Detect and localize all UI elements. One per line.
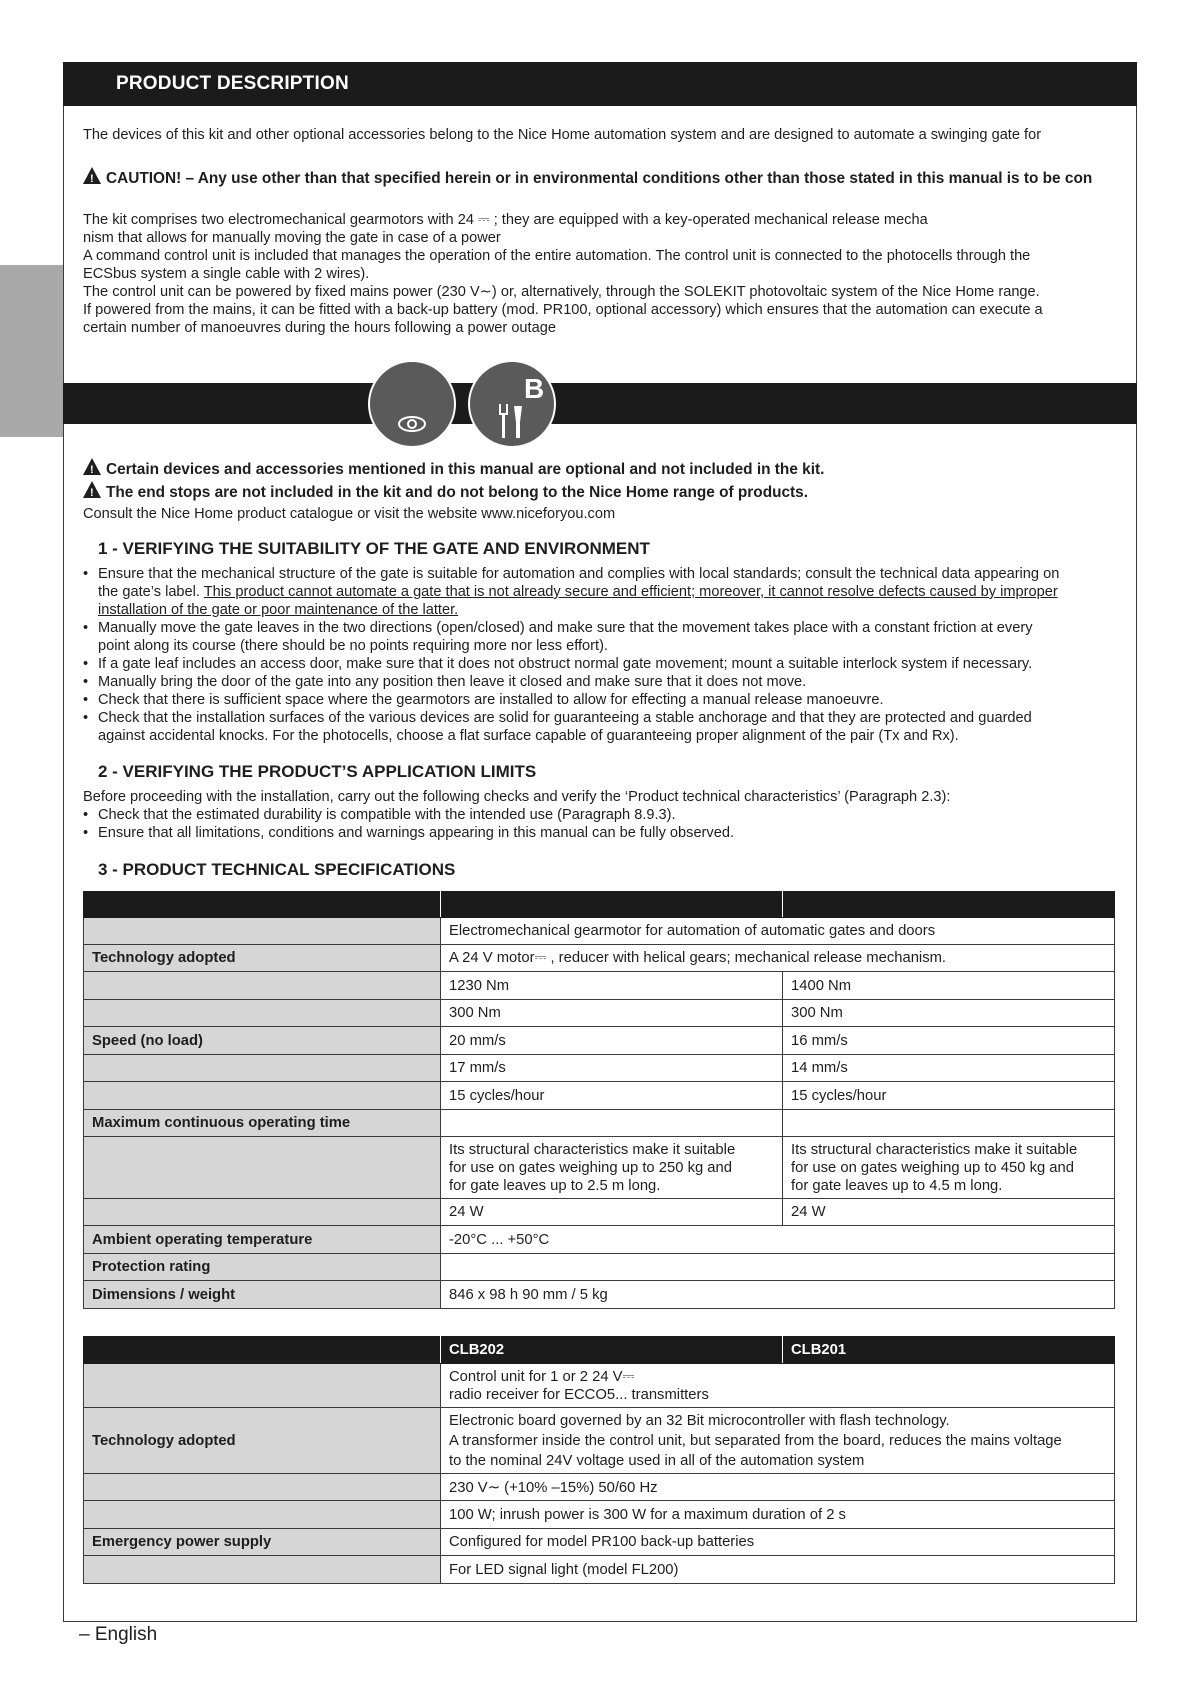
model-clb201-header: CLB201	[783, 1337, 1115, 1364]
caution-line	[83, 167, 1123, 188]
bullet-4-text: Manually bring the door of the gate into any position then leave it closed and make sure that it does not move.	[98, 674, 807, 690]
kit-line-3: A command control unit is included that manages the operation of the entire automation. The control unit is connected to the photocells through the	[83, 248, 1031, 264]
table-row: Ambient operating temperature -20°C ... +50°C	[84, 1226, 1115, 1254]
bullet-2: • Manually move the gate leaves in the two directions (open/closed) and make sure that the movement takes place with a constant friction at every point along its course (there should be no points requiring more nor less effort).	[83, 619, 1123, 655]
eye-icon	[370, 362, 454, 446]
model-clb202-header: CLB202	[441, 1337, 783, 1364]
bullet-3-text: If a gate leaf includes an access door, make sure that it does not obstruct normal gate movement; mount a suitable interlock system if necessary.	[98, 656, 1033, 672]
kit-line-5: The control unit can be powered by fixed mains power (230 V∼) or, alternatively, through the SOLEKIT photovoltaic system of the Nice Home range.	[83, 284, 1040, 300]
bullet-1-line-2: the gate’s label.	[98, 584, 204, 600]
warning-line-2	[83, 481, 1123, 502]
section-title: PRODUCT DESCRIPTION	[116, 73, 349, 94]
section-3-title: 3 - PRODUCT TECHNICAL SPECIFICATIONS	[98, 860, 456, 879]
control-unit-spec-table	[83, 1336, 1115, 1584]
bullet-6: • Check that the installation surfaces of the various devices are solid for guaranteeing a stable anchorage and that they are protected and guarded against accidental knocks. For the photocells, choose a flat surface capable of guaranteeing proper alignment of the pair (Tx and Rx).	[83, 709, 1123, 745]
section-b-header	[63, 383, 1137, 424]
kit-line-4: ECSbus system a single cable with 2 wires).	[83, 266, 370, 282]
table-row: 230 V∼ (+10% –15%) 50/60 Hz	[84, 1474, 1115, 1501]
table-row: 17 mm/s 14 mm/s	[84, 1055, 1115, 1082]
section-header	[63, 62, 1137, 106]
table-row: 100 W; inrush power is 300 W for a maximum duration of 2 s	[84, 1501, 1115, 1529]
section-2-bullet-1: • Check that the estimated durability is compatible with the intended use (Paragraph 8.9.3).	[83, 806, 1123, 824]
bullet-1: • Ensure that the mechanical structure of the gate is suitable for automation and complies with local standards; consult the technical data appearing on the gate’s label. This product cannot automate a gate that is not already secure and efficient; moreover, it cannot resolve defects caused by improper installation of the gate or poor maintenance of the latter.	[83, 565, 1123, 619]
section-b-letter: B	[524, 373, 545, 404]
eye-icon-circle	[368, 360, 456, 448]
table-row: 300 Nm 300 Nm	[84, 1000, 1115, 1027]
table-row: For LED signal light (model FL200)	[84, 1556, 1115, 1584]
caution-text: CAUTION! – Any use other than that specified herein or in environmental conditions other than those stated in this manual is to be con	[106, 170, 1093, 187]
kit-line-2: nism that allows for manually moving the gate in case of a power	[83, 230, 501, 246]
warning-text-1: Certain devices and accessories mentioned in this manual are optional and not included in the kit.	[106, 461, 825, 478]
section-2-bullet-2: • Ensure that all limitations, conditions and warnings appearing in this manual can be fully observed.	[83, 824, 1123, 842]
table-row: Maximum continuous operating time	[84, 1110, 1115, 1137]
table-header-row	[84, 1337, 1115, 1364]
warning-icon	[83, 458, 101, 475]
bullet-1-underline-1: This product cannot automate a gate that is not already secure and efficient; moreover, it cannot resolve defects caused by improper	[203, 584, 1058, 600]
warning-icon	[83, 167, 101, 184]
table-header-row	[84, 892, 1115, 918]
gearmotor-spec-table	[83, 891, 1115, 1309]
table-row: Its structural characteristics make it suitable for use on gates weighing up to 250 kg and for gate leaves up to 2.5 m long. Its structural characteristics make it suitable for use on gates weighing up to 450 kg and for gate leaves up to 4.5 m long.	[84, 1137, 1115, 1199]
table-row: Speed (no load) 20 mm/s 16 mm/s	[84, 1027, 1115, 1055]
bullet-6-line-1: Check that the installation surfaces of the various devices are solid for guaranteeing a stable anchorage and that they are protected and guarded	[98, 710, 1032, 726]
table-row: Technology adopted A 24 V motor⎓ , reducer with helical gears; mechanical release mechanism.	[84, 945, 1115, 972]
kit-line-6: If powered from the mains, it can be fitted with a back-up battery (mod. PR100, optional accessory) which ensures that the automation can execute a	[83, 302, 1043, 318]
table-row: Emergency power supply Configured for model PR100 back-up batteries	[84, 1529, 1115, 1556]
warning-line-1	[83, 458, 1123, 479]
bullet-2-line-2: point along its course (there should be no points requiring more nor less effort).	[98, 638, 608, 654]
table-row: Control unit for 1 or 2 24 V⎓ radio receiver for ECCO5... transmitters	[84, 1364, 1115, 1408]
section-2-bullet-1-text: Check that the estimated durability is compatible with the intended use (Paragraph 8.9.3).	[98, 807, 676, 823]
warning-text-2: The end stops are not included in the kit and do not belong to the Nice Home range of products.	[106, 484, 809, 501]
bullet-6-line-2: against accidental knocks. For the photocells, choose a flat surface capable of guaranteeing proper alignment of the pair (Tx and Rx).	[98, 728, 959, 744]
section-2-title: 2 - VERIFYING THE PRODUCT’S APPLICATION LIMITS	[98, 762, 537, 781]
warning-icon	[83, 481, 101, 498]
bullet-3: • If a gate leaf includes an access door, make sure that it does not obstruct normal gate movement; mount a suitable interlock system if necessary.	[83, 655, 1123, 673]
bullet-5: • Check that there is sufficient space where the gearmotors are installed to allow for effecting a manual release manoeuvre.	[83, 691, 1123, 709]
bullet-5-text: Check that there is sufficient space where the gearmotors are installed to allow for effecting a manual release manoeuvre.	[98, 692, 884, 708]
consult-text: Consult the Nice Home product catalogue or visit the website www.niceforyou.com	[83, 506, 616, 522]
table-row: 15 cycles/hour 15 cycles/hour	[84, 1082, 1115, 1110]
side-tab	[0, 265, 64, 437]
table-row: Protection rating	[84, 1254, 1115, 1281]
section-1-title: 1 - VERIFYING THE SUITABILITY OF THE GATE AND ENVIRONMENT	[98, 539, 650, 558]
page-footer: – English	[79, 1624, 158, 1645]
table-row: 24 W 24 W	[84, 1199, 1115, 1226]
table-row: Electromechanical gearmotor for automation of automatic gates and doors	[84, 918, 1115, 945]
bullet-1-underline-2: installation of the gate or poor maintenance of the latter.	[98, 602, 459, 618]
table-row: Dimensions / weight 846 x 98 h 90 mm / 5 kg	[84, 1281, 1115, 1309]
bullet-2-line-1: Manually move the gate leaves in the two directions (open/closed) and make sure that the movement takes place with a constant friction at every	[98, 620, 1033, 636]
section-2-intro: Before proceeding with the installation, carry out the following checks and verify the ‘Product technical characteristics’ (Paragraph 2.3):	[83, 789, 951, 805]
table-row: 1230 Nm 1400 Nm	[84, 972, 1115, 1000]
table-row: Technology adopted Electronic board governed by an 32 Bit microcontroller with flash technology. A transformer inside the control unit, but separated from the board, reduces the mains voltage to the nominal 24V voltage used in all of the automation system	[84, 1408, 1115, 1474]
kit-line-1: The kit comprises two electromechanical gearmotors with 24 ⎓ ; they are equipped with a key-operated mechanical release mecha	[83, 212, 928, 228]
section-2-bullet-2-text: Ensure that all limitations, conditions and warnings appearing in this manual can be fully observed.	[98, 825, 735, 841]
bullet-1-line-1: Ensure that the mechanical structure of the gate is suitable for automation and complies with local standards; consult the technical data appearing on	[98, 566, 1060, 582]
intro-text: The devices of this kit and other optional accessories belong to the Nice Home automation system and are designed to automate a swinging gate for	[83, 127, 1042, 143]
bullet-4: • Manually bring the door of the gate into any position then leave it closed and make sure that it does not move.	[83, 673, 1123, 691]
kit-line-7: certain number of manoeuvres during the hours following a power outage	[83, 320, 556, 336]
